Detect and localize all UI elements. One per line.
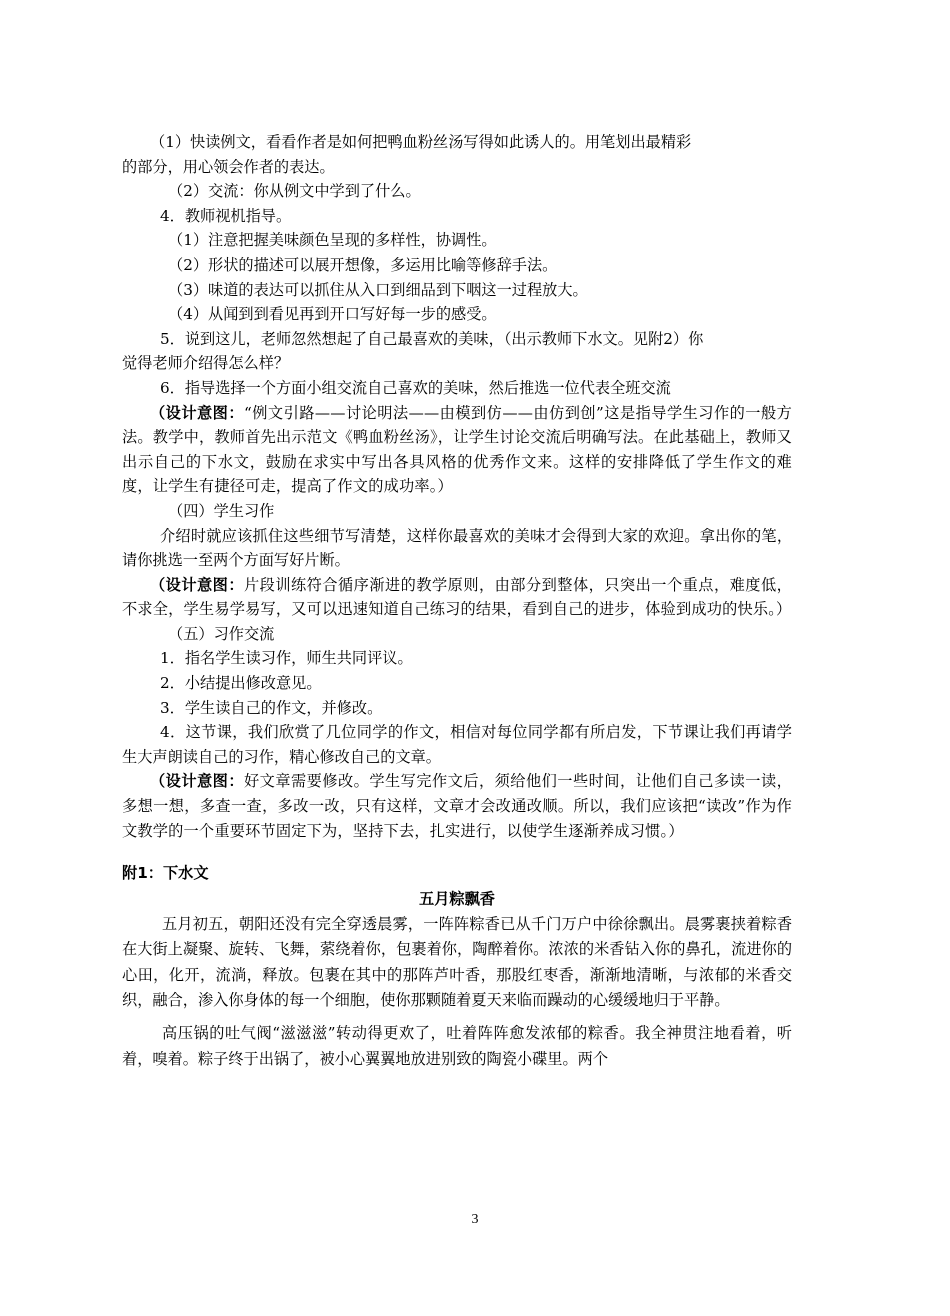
text-line: 的部分，用心领会作者的表达。 xyxy=(122,157,335,176)
text-line: （3）味道的表达可以抓住从入口到细品到下咽这一过程放大。 xyxy=(168,280,588,299)
essay-paragraph: 五月初五，朝阳还没有完全穿透晨雾，一阵阵粽香已从千门万户中徐徐飘出。晨雾裹挟着粽香在大街上凝聚、旋转、飞舞，萦绕着你，包裹着你，陶醉着你。浓浓的米香钻入你的鼻孔，流进你的心田，化开，流淌，释放。包裹在其中的那阵芦叶香，那股红枣香，渐渐地清晰，与浓郁的米香交织，融合，渗入你身体的每一个细胞，使你那颗随着夏天来临而躁动的心缓缓地归于平静。 xyxy=(122,914,792,1010)
text-line: （1）注意把握美味颜色呈现的多样性，协调性。 xyxy=(168,231,497,250)
design-intent-note xyxy=(122,573,792,622)
list-item: 2．小结提出修改意见。 xyxy=(160,674,322,693)
list-item: 4．这节课，我们欣赏了几位同学的作文，相信对每位同学都有所启发，下节课让我们再请学生大声朗读自己的习作，精心修改自己的文章。 xyxy=(122,723,792,766)
paragraph: 介绍时就应该抓住这些细节写清楚，这样你最喜欢的美味才会得到大家的欢迎。拿出你的笔，请你挑选一至两个方面写好片断。 xyxy=(122,526,792,570)
text-line: （4）从闻到到看见再到开口写好每一步的感受。 xyxy=(168,305,497,324)
text-line: （2）交流：你从例文中学到了什么。 xyxy=(168,182,421,201)
essay-paragraph: 高压锅的吐气阀“滋滋滋”转动得更欢了，吐着阵阵愈发浓郁的粽香。我全神贯注地看着，听着，嗅着。粽子终于出锅了，被小心翼翼地放进别致的陶瓷小碟里。两个 xyxy=(122,1024,792,1068)
text-line: 6．指导选择一个方面小组交流自己喜欢的美味，然后推选一位代表全班交流 xyxy=(160,378,671,397)
spacer xyxy=(122,843,792,861)
design-intent-note xyxy=(122,769,792,843)
design-intent-label: （设计意图： xyxy=(150,772,244,791)
text-line: （2）形状的描述可以展开想像，多运用比喻等修辞手法。 xyxy=(168,255,558,274)
page-number: 3 xyxy=(471,1212,479,1227)
design-intent-text: 片段训练符合循序渐进的教学原则，由部分到整体，只突出一个重点，难度低，不求全，学生易学易写，又可以迅速知道自己练习的结果，看到自己的进步，体验到成功的快乐。） xyxy=(122,575,793,619)
design-intent-note xyxy=(122,401,792,499)
list-item: 1．指名学生读习作，师生共同评议。 xyxy=(160,649,413,668)
design-intent-text: 好文章需要修改。学生写完作文后，须给他们一些时间，让他们自己多读一读，多想一想，多查一查，多改一改，只有这样，文章才会改通改顺。所以，我们应该把“读改”作为作文教学的一个重要环节固定下为，坚持下去，扎实进行，以使学生逐渐养成习惯。） xyxy=(122,772,793,840)
design-intent-text: “例文引路——讨论明法——由模到仿——由仿到创”这是指导学生习作的一般方法。教学中，教师首先出示范文《鸭血粉丝汤》，让学生讨论交流后明确写法。在此基础上，教师又出示自己的下水文，鼓励在求实中写出各具风格的优秀作文来。这样的安排降低了学生作文的难度，让学生有捷径可走，提高了作文的成功率。） xyxy=(122,403,792,496)
document-page xyxy=(122,130,792,1072)
appendix-heading: 附1：下水文 xyxy=(122,864,209,883)
essay-title: 五月粽飘香 xyxy=(419,889,495,908)
design-intent-label: （设计意图： xyxy=(150,403,244,422)
section-heading: （五）习作交流 xyxy=(168,624,275,643)
design-intent-label: （设计意图： xyxy=(150,575,244,594)
spacer xyxy=(122,1013,792,1021)
text-line: （1）快读例文，看看作者是如何把鸭血粉丝汤写得如此诱人的。用笔划出最精彩 xyxy=(150,133,692,151)
text-line: 4．教师视机指导。 xyxy=(160,206,292,225)
text-line: 5．说到这儿，老师忽然想起了自己最喜欢的美味，（出示教师下水文。见附2）你 xyxy=(160,329,704,348)
text-line: 觉得老师介绍得怎么样？ xyxy=(122,354,290,373)
list-item: 3．学生读自己的作文，并修改。 xyxy=(160,698,383,717)
section-heading: （四）学生习作 xyxy=(168,501,275,520)
